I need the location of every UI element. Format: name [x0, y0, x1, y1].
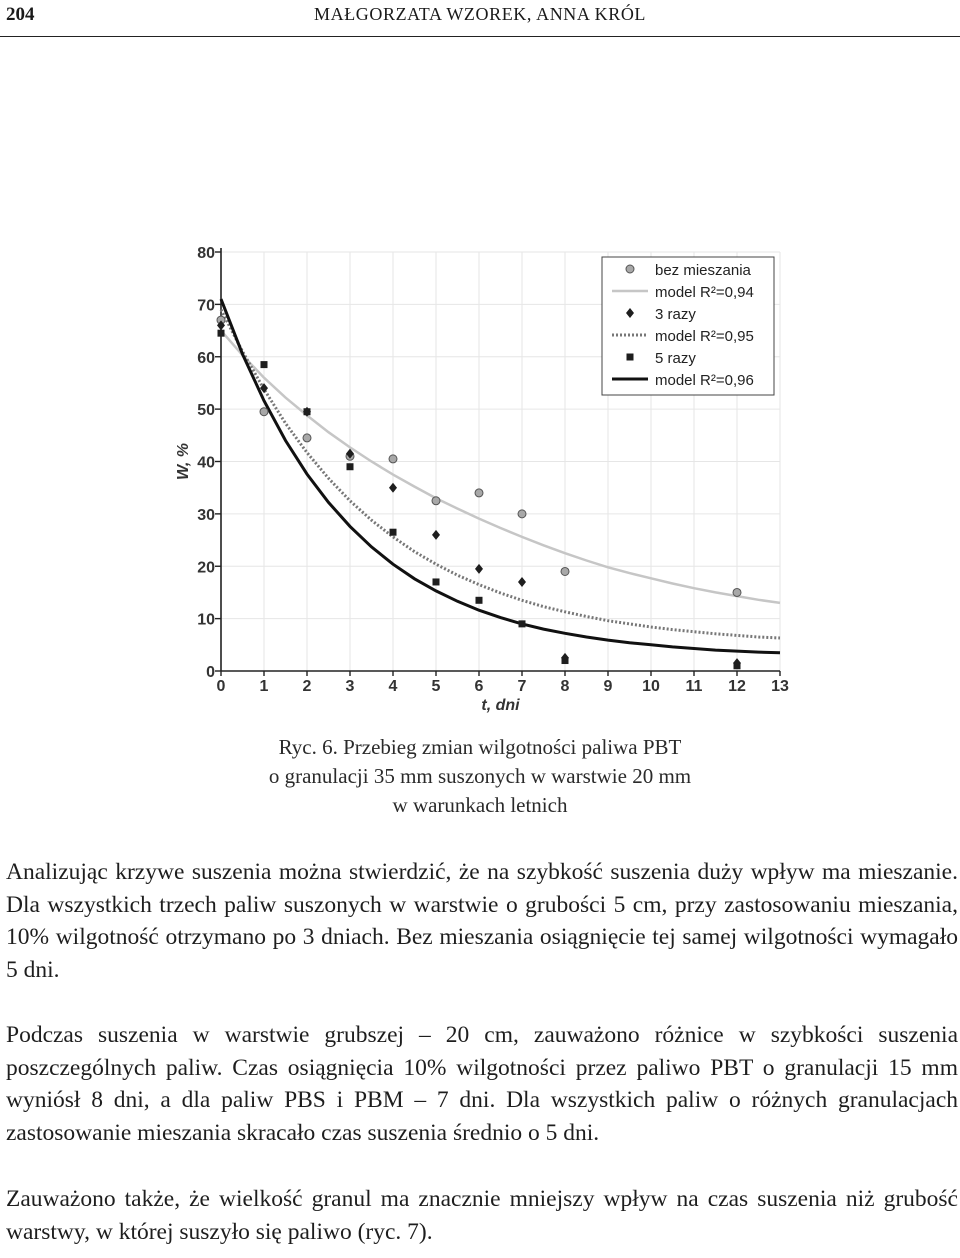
figure-chart	[170, 228, 800, 723]
paragraph-text: Podczas suszenia w warstwie grubszej – 20 cm, zauważono różnice w szybkości suszenia poszczególnych paliw. Czas osiągnięcia 10% wilgotności przez paliwo PBT o granulacji 15 mm wyniósł 8 dni, a dla paliw PBS i PBM – 7 dni. Dla wszystkich paliw o różnych granulacjach zastosowanie mieszania skracało czas suszenia średnio o 5 dni.	[6, 1022, 958, 1146]
legend-marker	[626, 265, 634, 273]
data-point-square	[390, 529, 397, 536]
data-point-square	[304, 408, 311, 415]
data-point-circle	[475, 489, 483, 497]
running-title: MAŁGORZATA WZOREK, ANNA KRÓL	[313, 4, 647, 24]
x-tick-label: 13	[771, 678, 789, 695]
y-tick-label: 60	[197, 349, 215, 367]
data-point-square	[476, 597, 483, 604]
drying-curve-chart	[170, 228, 800, 723]
x-tick-label: 8	[560, 678, 570, 695]
x-tick-label: 9	[603, 678, 613, 695]
y-tick-label: 20	[197, 559, 215, 577]
caption-line: w warunkach letnich	[392, 793, 568, 817]
data-point-square	[519, 620, 526, 627]
legend-marker	[627, 354, 634, 361]
y-tick-label: 70	[197, 297, 215, 315]
legend-label: model R²=0,95	[655, 328, 754, 345]
caption-line: o granulacji 35 mm suszonych w warstwie 20 mm	[268, 764, 692, 788]
body-paragraph-2	[6, 1019, 958, 1149]
x-tick-label: 2	[302, 678, 312, 695]
legend-label: 5 razy	[655, 350, 696, 367]
x-tick-label: 3	[345, 678, 355, 695]
y-tick-label: 40	[197, 454, 215, 472]
x-axis-label: t, dni	[481, 697, 520, 714]
legend-label: model R²=0,96	[655, 372, 754, 389]
x-tick-label: 7	[517, 678, 527, 695]
data-point-circle	[260, 408, 268, 416]
x-tick-label: 12	[728, 678, 746, 695]
data-point-square	[218, 330, 225, 337]
x-tick-label: 11	[685, 678, 703, 695]
body-paragraph-3	[6, 1183, 958, 1248]
y-tick-label: 30	[197, 506, 215, 524]
x-tick-label: 5	[431, 678, 441, 695]
y-tick-label: 10	[197, 611, 215, 629]
y-tick-label: 80	[197, 245, 215, 262]
body-paragraph-1	[6, 856, 958, 986]
x-tick-label: 1	[259, 678, 269, 695]
x-tick-label: 6	[474, 678, 484, 695]
data-point-square	[261, 361, 268, 368]
data-point-square	[562, 657, 569, 664]
y-axis-label: W, %	[175, 442, 192, 481]
x-tick-label: 0	[216, 678, 226, 695]
figure-caption	[140, 733, 820, 820]
x-tick-label: 4	[388, 678, 398, 695]
legend-label: bez mieszania	[655, 262, 751, 279]
caption-line: Ryc. 6. Przebieg zmian wilgotności paliwa PBT	[278, 735, 682, 759]
data-point-circle	[303, 434, 311, 442]
y-tick-label: 0	[206, 664, 215, 681]
legend-label: 3 razy	[655, 306, 696, 323]
data-point-circle	[518, 510, 526, 518]
data-point-square	[734, 662, 741, 669]
paragraph-text: Zauważono także, że wielkość granul ma znacznie mniejszy wpływ na czas suszenia niż grubość warstwy, w której suszyło się paliwo (ryc. 7).	[6, 1186, 958, 1245]
data-point-circle	[389, 455, 397, 463]
data-point-circle	[432, 497, 440, 505]
page-header	[0, 0, 960, 37]
legend-label: model R²=0,94	[655, 284, 754, 301]
data-point-square	[433, 578, 440, 585]
paragraph-text: Analizując krzywe suszenia można stwierdzić, że na szybkość suszenia duży wpływ ma mieszanie. Dla wszystkich trzech paliw suszonych w warstwie o grubości 5 cm, przy zastosowaniu mieszania, 10% wilgotność otrzymano po 3 dniach. Bez mieszania osiągnięcie tej samej wilgotności wymagało 5 dni.	[6, 859, 958, 983]
x-tick-label: 10	[642, 678, 660, 695]
data-point-circle	[733, 588, 741, 596]
data-point-square	[347, 463, 354, 470]
y-tick-label: 50	[197, 402, 215, 420]
page-number: 204	[6, 4, 35, 25]
data-point-circle	[561, 567, 569, 575]
